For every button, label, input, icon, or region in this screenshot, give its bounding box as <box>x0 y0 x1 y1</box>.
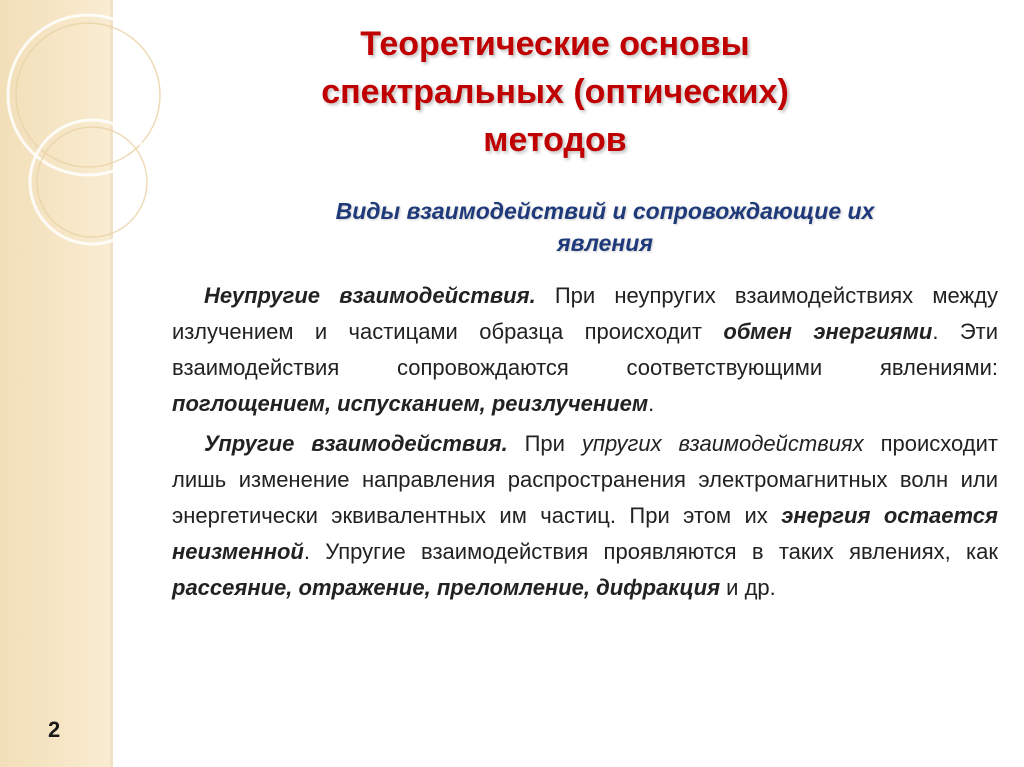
subtitle-line: явления <box>557 230 653 256</box>
slide-subtitle <box>195 195 1015 259</box>
slide-body <box>172 278 998 610</box>
emphasis-energy-exchange: обмен энергиями <box>723 319 933 344</box>
phenomena-inelastic: поглощением, испусканием, реизлучением <box>172 391 649 416</box>
subtitle-line: Виды взаимодействий и сопровождающие их <box>335 198 875 224</box>
emphasis-energy-unchanged: энергия остается неизменной <box>172 503 998 564</box>
title-line: спектральных (оптических) <box>321 73 789 111</box>
italic-elastic-interactions: упругих взаимодействиях <box>581 431 864 456</box>
term-elastic: Упругие взаимодействия. <box>204 431 508 456</box>
paragraph-inelastic <box>172 278 998 422</box>
paragraph-text: . <box>648 391 655 416</box>
paragraph-text: происходит лишь изменение направления распространения электромагнитных волн или энергетически эквивалентных им частиц. При этом их <box>172 431 998 528</box>
paragraph-text: При <box>507 431 582 456</box>
slide-title <box>250 20 860 164</box>
decorative-circles <box>0 0 190 767</box>
term-inelastic: Неупругие взаимодействия. <box>204 283 536 308</box>
paragraph-elastic <box>172 426 998 606</box>
slide-number: 2 <box>48 717 61 742</box>
phenomena-elastic: рассеяние, отражение, преломление, дифракция <box>172 575 721 600</box>
paragraph-text: . Упругие взаимодействия проявляются в таких явлениях, как <box>303 539 998 564</box>
paragraph-text: . Эти взаимодействия сопровождаются соответствующими явлениями: <box>172 319 998 380</box>
paragraph-text: и др. <box>720 575 776 600</box>
title-line: методов <box>483 121 627 159</box>
paragraph-text: При неупругих взаимодействиях между излучением и частицами образца происходит <box>172 283 998 344</box>
title-line: Теоретические основы <box>360 25 750 63</box>
